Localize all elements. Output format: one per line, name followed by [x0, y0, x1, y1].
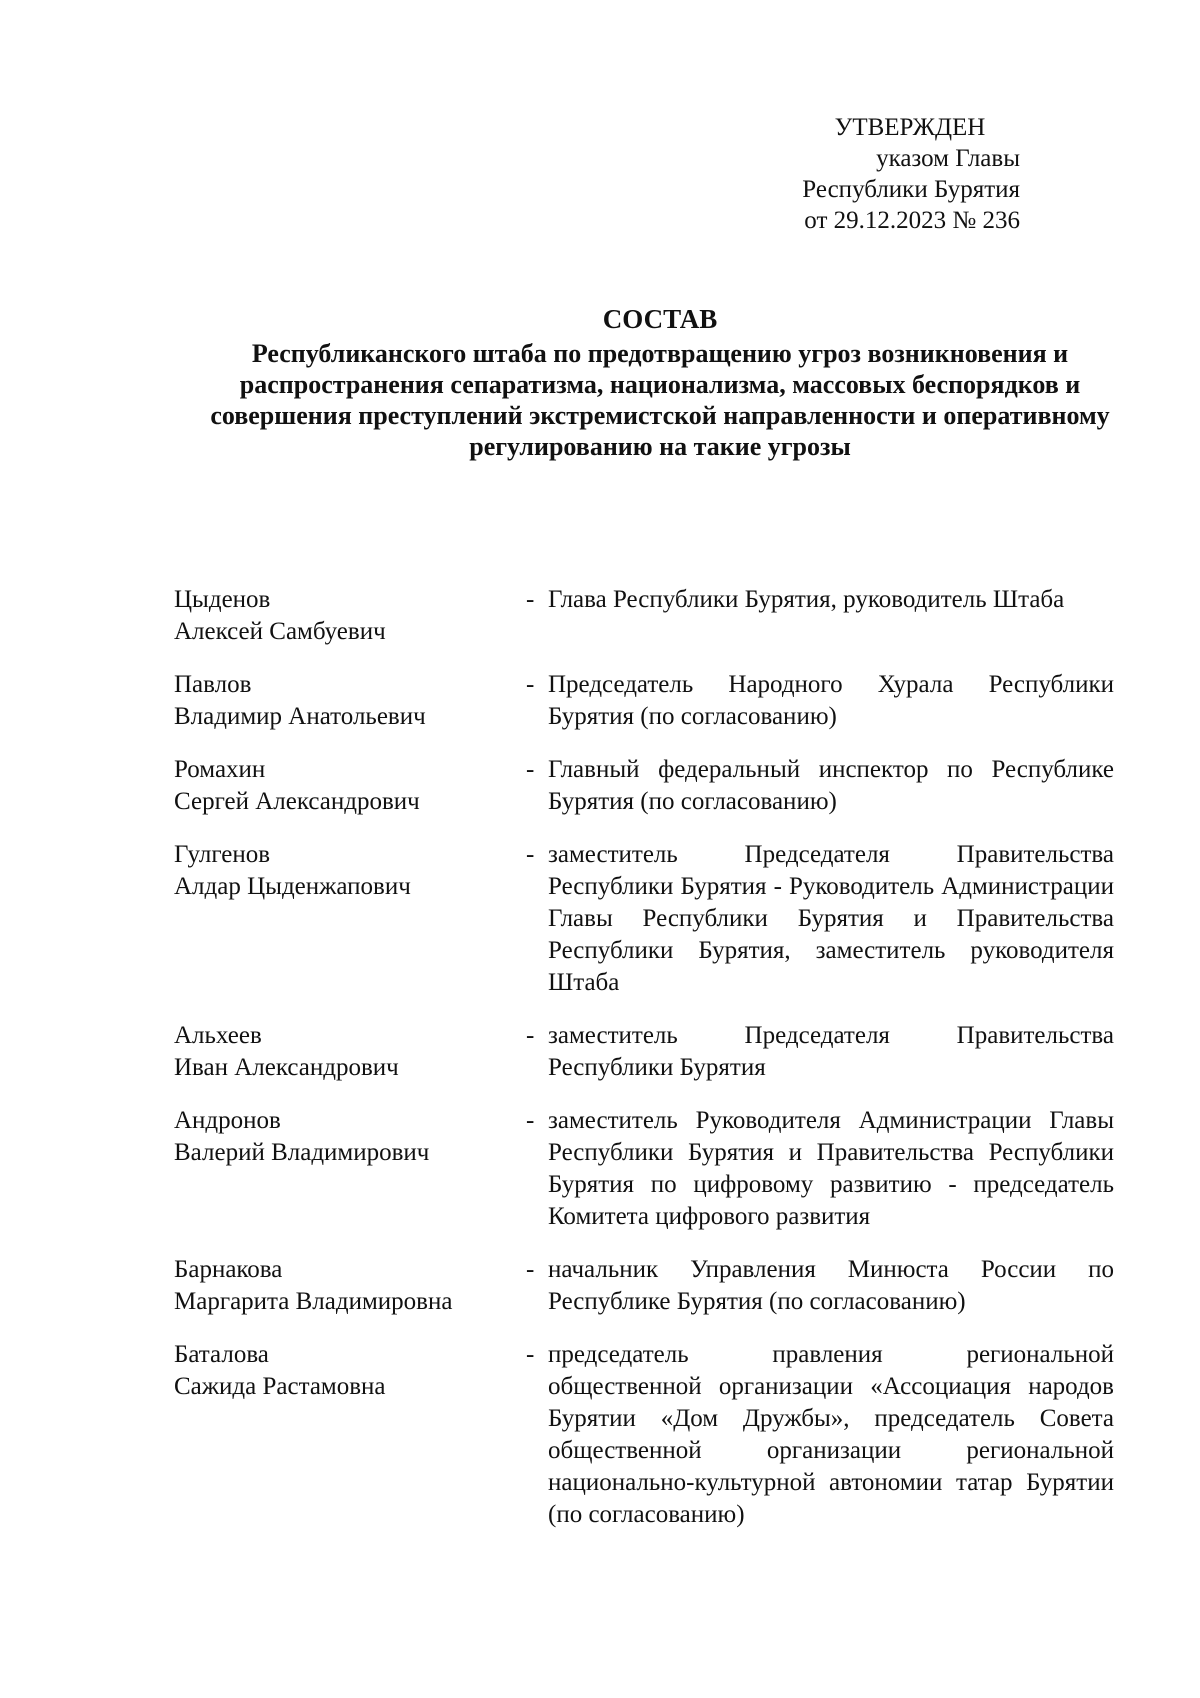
- member-row: [174, 754, 1114, 818]
- separator-dash: -: [526, 756, 535, 783]
- member-role: заместитель Председателя Правительства Республики Бурятия - Руководитель Администрации Главы Республики Бурятия и Правительства Республики Бурятия, заместитель руководителя Штаба: [548, 841, 1114, 996]
- member-row: [174, 1105, 1114, 1233]
- document-title: [200, 304, 1120, 462]
- separator-dash: -: [526, 1022, 535, 1049]
- member-surname: Павлов: [174, 671, 252, 698]
- member-name: [174, 754, 524, 818]
- title-main: СОСТАВ: [602, 304, 718, 334]
- separator-dash: -: [526, 1256, 535, 1283]
- member-given-name: Сергей Александрович: [174, 788, 420, 815]
- member-name: [174, 584, 524, 648]
- member-row: [174, 669, 1114, 733]
- member-surname: Барнакова: [174, 1256, 283, 1283]
- member-surname: Альхеев: [174, 1022, 262, 1049]
- member-name: [174, 1254, 524, 1318]
- approval-line-3: Республики Бурятия: [802, 176, 1020, 203]
- separator-dash: -: [526, 586, 535, 613]
- member-given-name: Владимир Анатольевич: [174, 703, 426, 730]
- approval-line-1: УТВЕРЖДЕН: [834, 114, 986, 141]
- member-surname: Ромахин: [174, 756, 266, 783]
- member-role: заместитель Председателя Правительства Республики Бурятия: [548, 1022, 1114, 1081]
- approval-stamp: [790, 112, 1020, 236]
- approval-line-2: указом Главы: [876, 145, 1020, 172]
- member-row: [174, 584, 1114, 648]
- member-surname: Гулгенов: [174, 841, 271, 868]
- separator-dash: -: [526, 1341, 535, 1368]
- member-role: председатель правления региональной общественной организации «Ассоциация народов Бурятии «Дом Дружбы», председатель Совета общественной организации региональной национально-культурной автономии татар Бурятии (по согласованию): [548, 1341, 1114, 1528]
- member-row: [174, 839, 1114, 999]
- title-subtitle: Республиканского штаба по предотвращению угроз возникновения и распространения сепаратизма, национализма, массовых беспорядков и совершения преступлений экстремистской направленности и оперативному регулированию на такие угрозы: [210, 339, 1110, 461]
- separator-dash: -: [526, 1107, 535, 1134]
- member-name: [174, 1105, 524, 1169]
- member-surname: Андронов: [174, 1107, 281, 1134]
- member-role: Главный федеральный инспектор по Республике Бурятия (по согласованию): [548, 756, 1114, 815]
- member-name: [174, 1020, 524, 1084]
- member-role: Председатель Народного Хурала Республики Бурятия (по согласованию): [548, 671, 1114, 730]
- member-name: [174, 669, 524, 733]
- member-role: Глава Республики Бурятия, руководитель Штаба: [548, 586, 1065, 613]
- member-given-name: Валерий Владимирович: [174, 1139, 430, 1166]
- member-name: [174, 1339, 524, 1403]
- member-row: [174, 1020, 1114, 1084]
- member-row: [174, 1254, 1114, 1318]
- approval-line-4: от 29.12.2023 № 236: [804, 207, 1020, 234]
- member-row: [174, 1339, 1114, 1531]
- member-given-name: Алексей Самбуевич: [174, 618, 386, 645]
- member-given-name: Иван Александрович: [174, 1054, 399, 1081]
- member-given-name: Алдар Цыденжапович: [174, 873, 411, 900]
- member-surname: Цыденов: [174, 586, 271, 613]
- member-role: начальник Управления Минюста России по Республике Бурятия (по согласованию): [548, 1256, 1114, 1315]
- member-surname: Баталова: [174, 1341, 269, 1368]
- member-role: заместитель Руководителя Администрации Главы Республики Бурятия и Правительства Республики Бурятия по цифровому развитию - председатель Комитета цифрового развития: [548, 1107, 1114, 1230]
- member-given-name: Сажида Растамовна: [174, 1373, 386, 1400]
- members-list: [174, 584, 1114, 1552]
- member-given-name: Маргарита Владимировна: [174, 1288, 453, 1315]
- separator-dash: -: [526, 671, 535, 698]
- member-name: [174, 839, 524, 903]
- separator-dash: -: [526, 841, 535, 868]
